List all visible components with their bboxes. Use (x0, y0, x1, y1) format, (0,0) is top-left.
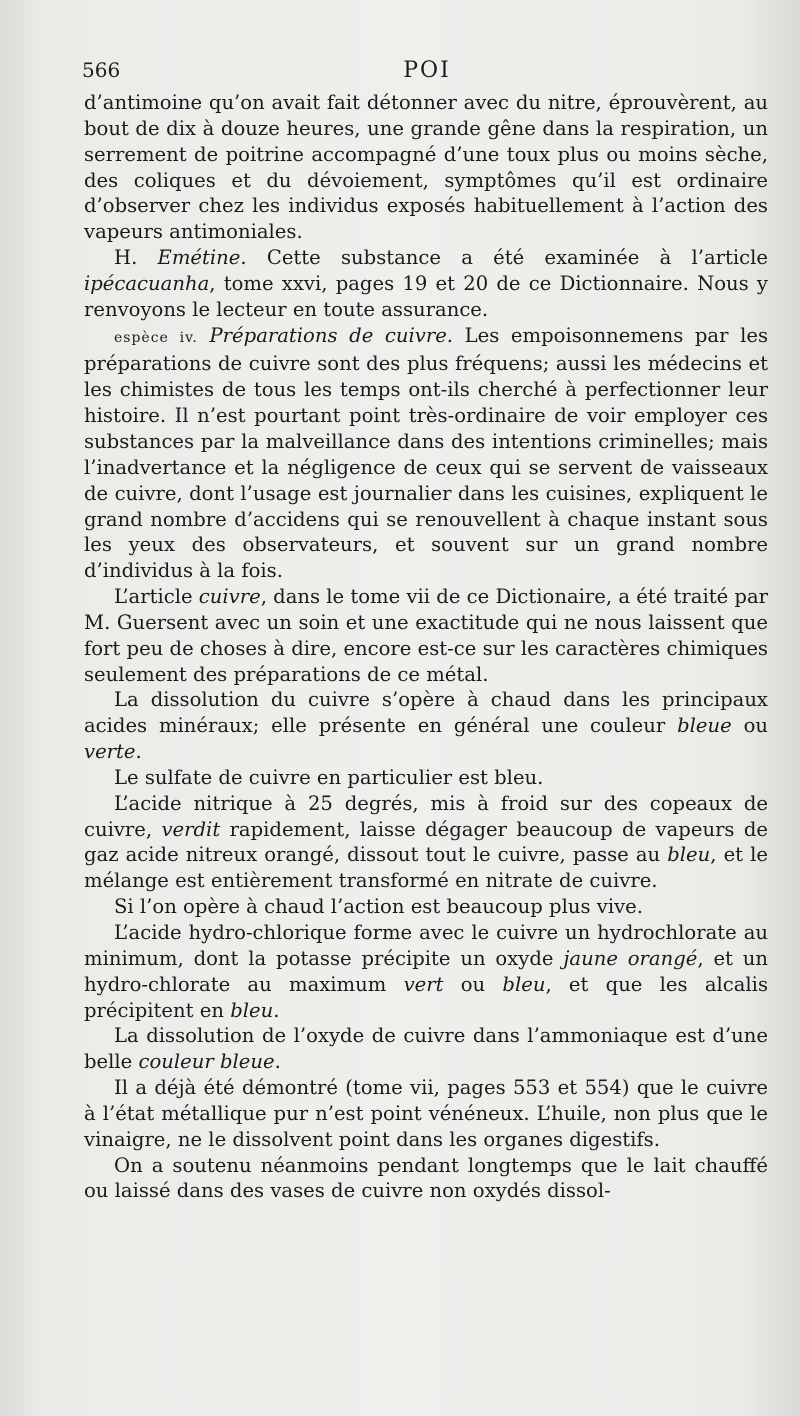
text-run: rapidement, laisse dégager beaucoup de vapeurs de gaz acide nitreux orangé, dissout tout le cuivre, passe au (84, 817, 768, 867)
text-run: , et le mélange est entièrement transformé en nitrate de cuivre. (84, 843, 768, 893)
italic-run: bleu (502, 972, 546, 996)
text-run: ou (731, 714, 768, 738)
text-run: . (273, 998, 280, 1022)
text-run: Si l’on opère à chaud l’action est beaucoup plus vive. (114, 895, 643, 919)
italic-run: Emétine. (157, 246, 247, 270)
paragraph (84, 920, 768, 1023)
text-run: . (274, 1050, 281, 1074)
text-run: , et que les alcalis précipitent en (84, 972, 769, 1022)
running-head: POI (403, 58, 451, 83)
italic-run: verdit (161, 817, 221, 841)
italic-run: cuivre (198, 585, 261, 609)
text-run: L’article (114, 585, 199, 609)
text-run: Il a déjà été démontré (tome vii, pages 553 et 554) que le cuivre à l’état métallique pur n’est point vénéneux. L’huile, non plus que le vinaigre, ne le dissolvent point dans les organes digestifs. (84, 1076, 768, 1151)
paragraph (84, 90, 768, 245)
paragraph (84, 791, 768, 894)
text-run: Les empoisonnemens par les préparations de cuivre sont des plus fréquens; aussi les médecins et les chimistes de tous les temps ont-ils cherché à perfectionner leur histoire. Il n’est pourtant point très-ordinaire de voir employer ces substances par la malveillance dans des intentions criminelles; mais l’inadvertance et la négligence de ceux qui se servent de vaisseaux de cuivre, dont l’usage est journalier dans les cuisines, expliquent le grand nombre d’accidens qui se renouvellent à chaque instant sous les yeux des observateurs, et souvent sur un grand nombre d’individus à la fois. (84, 323, 769, 583)
text-run: La dissolution du cuivre s’opère à chaud dans les principaux acides minéraux; elle présente en général une couleur (84, 688, 768, 738)
page-header (82, 58, 772, 92)
page-number: 566 (82, 58, 121, 82)
text-run: L’acide hydro-chlorique forme avec le cuivre un hydrochlorate au minimum, dont la potasse précipite un oxyde (84, 921, 768, 970)
paragraph (84, 765, 768, 791)
italic-run: couleur bleue (138, 1050, 275, 1074)
paragraph (84, 687, 768, 765)
text-run: H. (114, 246, 158, 270)
italic-run: jaune orangé (563, 946, 698, 970)
text-run: , et un hydro-chlorate au maximum (84, 946, 768, 996)
italic-run: ipécacuanha (84, 271, 210, 295)
text-run: Le sulfate de cuivre en particulier est bleu. (114, 765, 544, 789)
text-run: , dans le tome vii de ce Dictionaire, a été traité par M. Guersent avec un soin et une exactitude qui ne nous laissent que fort peu de choses à dire, encore est-ce sur les caractères chimiques seulement des préparations de ce métal. (84, 585, 768, 686)
section-title: Préparations de cuivre. (209, 323, 454, 347)
text-run: d’antimoine qu’on avait fait détonner avec du nitre, éprouvèrent, au bout de dix à douze heures, une grande gêne dans la respiration, un serrement de poitrine accompagné d’une toux plus ou moins sèche, des coliques et du dévoiement, symptômes qu’il est ordinaire d’observer chez les individus exposés habituellement à l’action des vapeurs antimoniales. (84, 91, 768, 244)
text-run: Cette substance a été examinée à l’article (246, 246, 769, 270)
text-run (198, 324, 210, 347)
text-run: La dissolution de l’oxyde de cuivre dans l’ammoniaque est d’une belle (84, 1024, 768, 1074)
italic-run: bleu (230, 998, 274, 1022)
section-label: espèce iv. (114, 329, 198, 346)
paragraph (84, 323, 768, 584)
paragraph (84, 1023, 768, 1075)
italic-run: bleue (677, 714, 732, 738)
text-run: ou (443, 972, 503, 996)
paragraph (84, 245, 768, 323)
paragraph (84, 1153, 768, 1205)
text-run: On a soutenu néanmoins pendant longtemps que le lait chauffé ou laissé dans des vases de cuivre non oxydés dissol- (84, 1153, 768, 1203)
body-text (84, 90, 768, 1204)
paragraph (84, 584, 768, 687)
italic-run: bleu (667, 843, 711, 867)
text-run: . (135, 740, 142, 764)
paragraph (84, 894, 768, 920)
italic-run: vert (403, 972, 444, 996)
italic-run: verte (84, 740, 136, 764)
text-run: L’acide nitrique à 25 degrés, mis à froid sur des copeaux de cuivre, (84, 791, 768, 841)
text-run: , tome xxvi, pages 19 et 20 de ce Dictionnaire. Nous y renvoyons le lecteur en toute assurance. (84, 271, 768, 321)
paragraph (84, 1075, 768, 1153)
